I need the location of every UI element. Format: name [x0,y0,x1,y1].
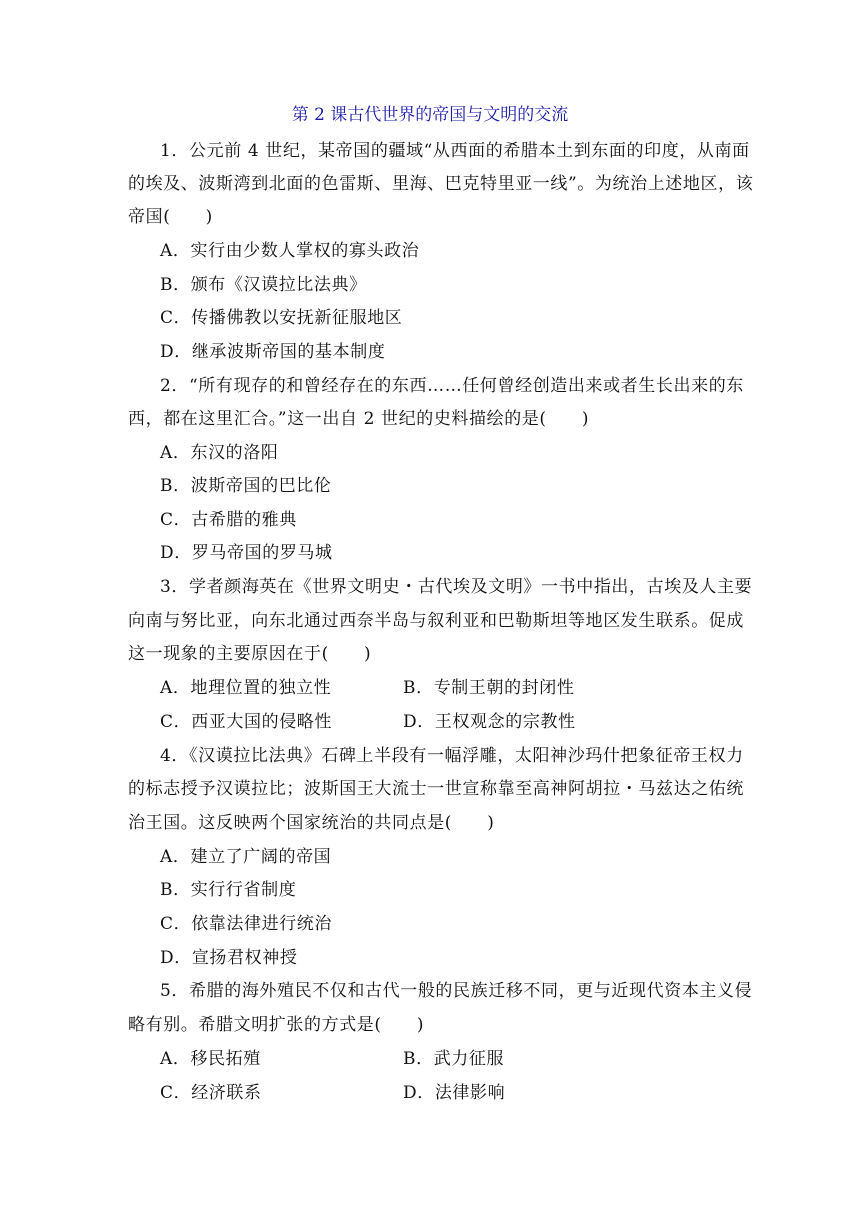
question-1-option-d: D．继承波斯帝国的基本制度 [160,342,386,362]
question-1-option-a: A．实行由少数人掌权的寡头政治 [160,241,420,261]
question-3-line-1: 3．学者颜海英在《世界文明史・古代埃及文明》一书中指出，古埃及人主要 [160,577,753,597]
question-3-option-c: C．西亚大国的侵略性 [160,712,333,732]
question-1-line-2: 的埃及、波斯湾到北面的色雷斯、里海、巴克特里亚一线”。为统治上述地区，该 [128,174,754,194]
question-2-line-2: 西，都在这里汇合。”这一出自 2 世纪的史料描绘的是( ) [128,409,590,429]
question-4-option-a: A．建立了广阔的帝国 [160,847,332,867]
question-3-option-b: B．专制王朝的封闭性 [403,678,575,698]
question-3-line-2: 向南与努比亚，向东北通过西奈半岛与叙利亚和巴勒斯坦等地区发生联系。促成 [128,611,744,631]
question-1-option-b: B．颁布《汉谟拉比法典》 [160,275,367,295]
question-1-line-1: 1．公元前 4 世纪，某帝国的疆域“从西面的希腊本土到东面的印度，从南面 [160,141,750,161]
question-4-option-d: D．宣扬君权神授 [160,948,298,968]
question-2-option-b: B．波斯帝国的巴比伦 [160,476,332,496]
question-4-option-c: C．依靠法律进行统治 [160,914,333,934]
question-5-option-a: A．移民拓殖 [160,1049,261,1069]
question-2-option-a: A．东汉的洛阳 [160,443,279,463]
question-5-option-d: D．法律影响 [403,1083,506,1103]
question-3-line-3: 这一现象的主要原因在于( ) [128,644,372,664]
question-2-line-1: 2．“所有现存的和曾经存在的东西……任何曾经创造出来或者生长出来的东 [160,376,744,396]
question-2-option-d: D．罗马帝国的罗马城 [160,543,333,563]
page-title: 第 2 课古代世界的帝国与文明的交流 [291,105,569,125]
question-1-option-c: C．传播佛教以安抚新征服地区 [160,308,403,328]
question-2-option-c: C．古希腊的雅典 [160,510,297,530]
question-5-option-b: B．武力征服 [403,1049,505,1069]
question-3-option-d: D．王权观念的宗教性 [403,712,576,732]
question-4-line-2: 的标志授予汉谟拉比；波斯国王大流士一世宣称靠至高神阿胡拉・马兹达之佑统 [128,779,744,799]
question-5-line-2: 略有别。希腊文明扩张的方式是( ) [128,1015,425,1035]
question-1-line-3: 帝国( ) [128,207,213,227]
question-5-option-c: C．经济联系 [160,1083,262,1103]
question-4-line-3: 治王国。这反映两个国家统治的共同点是( ) [128,813,495,833]
question-4-line-1: 4．《汉谟拉比法典》石碑上半段有一幅浮雕，太阳神沙玛什把象征帝王权力 [160,746,744,766]
question-3-option-a: A．地理位置的独立性 [160,678,332,698]
question-4-option-b: B．实行行省制度 [160,880,297,900]
question-5-line-1: 5．希腊的海外殖民不仅和古代一般的民族迁移不同，更与近现代资本主义侵 [160,981,753,1001]
